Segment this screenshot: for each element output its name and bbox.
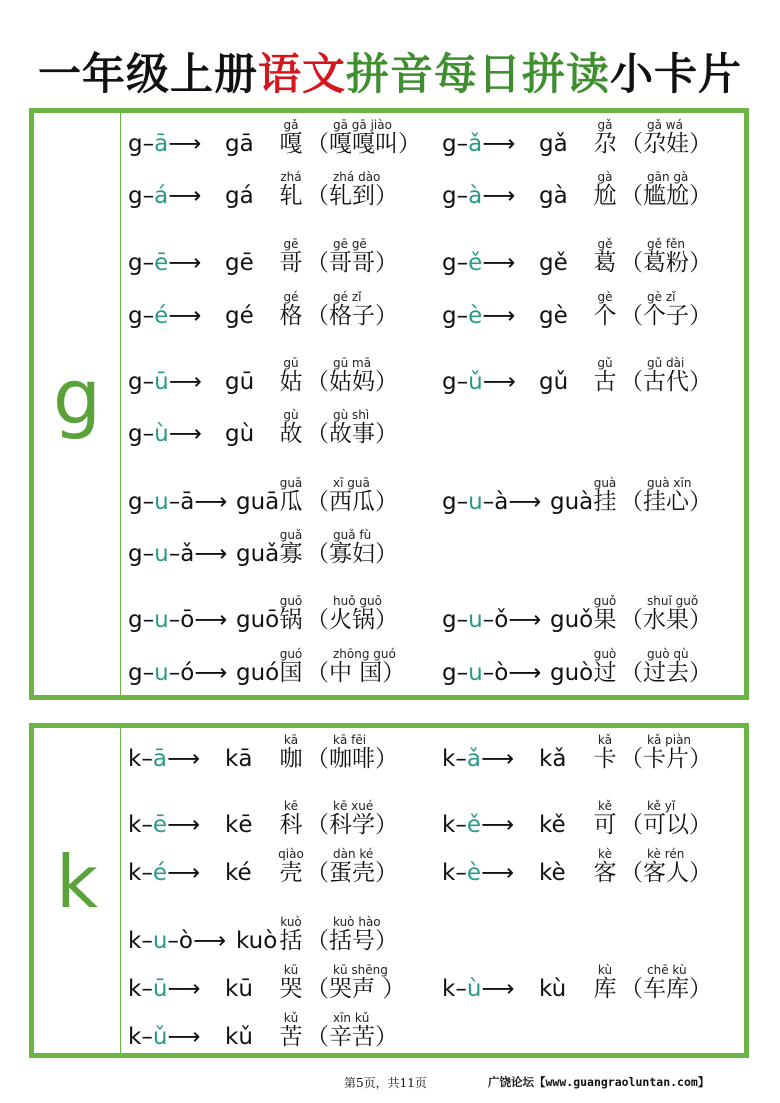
syllable-entry bbox=[442, 829, 742, 887]
spelling-equation: k–è⟶ bbox=[442, 860, 514, 886]
initial: g bbox=[128, 131, 143, 157]
example-word-pinyin: guà xīn bbox=[647, 476, 692, 490]
arrow-icon: ⟶ bbox=[480, 746, 514, 772]
hanzi-pinyin: gè bbox=[597, 290, 613, 304]
example-word-pinyin: gū mā bbox=[333, 356, 372, 370]
example-word-pinyin: kē xué bbox=[333, 799, 374, 813]
hanzi-character: 过 bbox=[593, 660, 617, 686]
title-part-topic: 拼音每日拼读 bbox=[346, 50, 610, 100]
final-vowel: ē bbox=[152, 812, 167, 838]
medial: u bbox=[154, 489, 169, 515]
result-syllable: guā bbox=[236, 489, 280, 515]
footer-site: 广饶论坛【www.guangraoluntan.com】 bbox=[488, 1075, 710, 1089]
spelling-equation: k–ā⟶ bbox=[128, 746, 200, 772]
final-vowel: à bbox=[494, 489, 509, 515]
syllable-entry bbox=[128, 993, 428, 1051]
arrow-icon: ⟶ bbox=[166, 746, 200, 772]
syllable-entry bbox=[128, 715, 428, 773]
initial: k bbox=[128, 860, 142, 886]
example-word-pinyin: gā gā jiào bbox=[333, 118, 392, 132]
example-word-pinyin: gé zǐ bbox=[333, 290, 362, 304]
final-vowel: ā bbox=[152, 746, 167, 772]
example-word-pinyin: guǎ fù bbox=[333, 528, 372, 542]
final-vowel: ū bbox=[152, 976, 168, 1002]
title-part-subject: 语文 bbox=[258, 50, 346, 100]
syllable-entry bbox=[128, 829, 428, 887]
arrow-icon: ⟶ bbox=[168, 131, 202, 157]
arrow-icon: ⟶ bbox=[166, 860, 200, 886]
hanzi-pinyin: guó bbox=[279, 647, 303, 661]
example-word-pinyin: xīn kǔ bbox=[333, 1011, 370, 1025]
hanzi-pinyin: guò bbox=[593, 647, 617, 661]
page-title bbox=[0, 48, 780, 102]
hanzi-character: 果 bbox=[593, 607, 617, 633]
final-vowel: ū bbox=[154, 369, 169, 395]
example-word-pinyin: kè rén bbox=[647, 847, 685, 861]
initial: g bbox=[442, 131, 457, 157]
example-word-pinyin: chē kù bbox=[647, 963, 687, 977]
initial: k bbox=[128, 746, 142, 772]
arrow-icon: ⟶ bbox=[168, 421, 202, 447]
arrow-icon: ⟶ bbox=[508, 489, 542, 515]
hanzi-character: 轧 bbox=[279, 183, 303, 209]
final-vowel: ù bbox=[154, 421, 169, 447]
syllable-entry bbox=[128, 219, 428, 277]
result-syllable: guǒ bbox=[550, 607, 594, 633]
spelling-equation: g–u–ǒ⟶ bbox=[442, 607, 542, 633]
example-word: （尴尬） bbox=[620, 183, 712, 209]
hanzi-pinyin: guǒ bbox=[593, 594, 617, 608]
syllable-entry bbox=[128, 458, 428, 516]
initial: g bbox=[128, 183, 143, 209]
result-syllable: guà bbox=[550, 489, 594, 515]
final-vowel: ò bbox=[178, 928, 193, 954]
final-vowel: ǔ bbox=[468, 369, 483, 395]
example-word: （格子） bbox=[306, 303, 398, 329]
result-syllable: gā bbox=[225, 131, 254, 157]
final-vowel: ě bbox=[468, 250, 483, 276]
initial: g bbox=[442, 660, 457, 686]
final-vowel: ō bbox=[180, 607, 195, 633]
initial: k bbox=[128, 812, 142, 838]
initial: g bbox=[128, 541, 143, 567]
spelling-equation: g–u–ō⟶ bbox=[128, 607, 228, 633]
hanzi-pinyin: gǎ bbox=[597, 118, 613, 132]
initial: g bbox=[442, 303, 457, 329]
hanzi-pinyin: guǎ bbox=[279, 528, 303, 542]
hanzi-character: 寡 bbox=[279, 541, 303, 567]
example-word: （可以） bbox=[620, 812, 712, 838]
hanzi-character: 国 bbox=[279, 660, 303, 686]
result-syllable: kù bbox=[539, 976, 567, 1002]
result-syllable: kǎ bbox=[539, 746, 567, 772]
hanzi-character: 哭 bbox=[279, 976, 303, 1002]
hanzi-pinyin: guā bbox=[279, 476, 303, 490]
hanzi-pinyin: kè bbox=[598, 847, 612, 861]
example-word-pinyin: kā fēi bbox=[333, 733, 367, 747]
hanzi-character: 科 bbox=[279, 812, 303, 838]
hanzi-character: 格 bbox=[279, 303, 303, 329]
arrow-icon: ⟶ bbox=[482, 131, 516, 157]
arrow-icon: ⟶ bbox=[482, 369, 516, 395]
example-word: （寡妇） bbox=[306, 541, 398, 567]
initial: g bbox=[442, 369, 457, 395]
initial: k bbox=[442, 812, 456, 838]
result-syllable: kū bbox=[225, 976, 253, 1002]
example-word-pinyin: kuò hào bbox=[333, 915, 381, 929]
medial: u bbox=[154, 607, 169, 633]
initial: g bbox=[442, 607, 457, 633]
medial: u bbox=[152, 928, 168, 954]
syllable-entry bbox=[128, 390, 428, 448]
hanzi-pinyin: kā bbox=[283, 733, 299, 747]
card-divider bbox=[120, 113, 121, 695]
syllable-entry bbox=[442, 219, 742, 277]
final-vowel: ù bbox=[466, 976, 482, 1002]
result-syllable: gù bbox=[225, 421, 255, 447]
syllable-entry bbox=[442, 715, 742, 773]
example-word: （咖啡） bbox=[306, 746, 398, 772]
result-syllable: gà bbox=[539, 183, 568, 209]
result-syllable: gǔ bbox=[539, 369, 569, 395]
hanzi-character: 客 bbox=[593, 860, 617, 886]
hanzi-character: 挂 bbox=[593, 489, 617, 515]
final-vowel: ǒ bbox=[494, 607, 509, 633]
initial: k bbox=[442, 860, 456, 886]
hanzi-pinyin: guō bbox=[279, 594, 303, 608]
hanzi-pinyin: gǔ bbox=[597, 356, 613, 370]
example-word: （西瓜） bbox=[306, 489, 398, 515]
initial: g bbox=[442, 183, 457, 209]
arrow-icon: ⟶ bbox=[482, 303, 516, 329]
spelling-equation: k–ǔ⟶ bbox=[128, 1024, 201, 1050]
example-word-pinyin: zhōng guó bbox=[333, 647, 396, 661]
example-word: （火锅） bbox=[306, 607, 398, 633]
result-syllable: guó bbox=[236, 660, 280, 686]
spelling-equation: g–u–ǎ⟶ bbox=[128, 541, 228, 567]
arrow-icon: ⟶ bbox=[168, 369, 202, 395]
final-vowel: ā bbox=[180, 489, 195, 515]
final-vowel: è bbox=[468, 303, 483, 329]
spelling-equation: k–ū⟶ bbox=[128, 976, 201, 1002]
hanzi-character: 哥 bbox=[279, 250, 303, 276]
hanzi-pinyin: gě bbox=[597, 237, 613, 251]
spelling-equation: g–ǔ⟶ bbox=[442, 369, 516, 395]
result-syllable: kě bbox=[539, 812, 566, 838]
spelling-equation: g–ē⟶ bbox=[128, 250, 202, 276]
final-vowel: ǎ bbox=[468, 131, 483, 157]
hanzi-character: 葛 bbox=[593, 250, 617, 276]
arrow-icon: ⟶ bbox=[480, 812, 514, 838]
hanzi-character: 瓜 bbox=[279, 489, 303, 515]
example-word: （水果） bbox=[620, 607, 712, 633]
final-vowel: ó bbox=[180, 660, 195, 686]
initial: k bbox=[442, 976, 456, 1002]
hanzi-pinyin: kù bbox=[597, 963, 613, 977]
example-word: （车库） bbox=[620, 976, 712, 1002]
hanzi-pinyin: kǎ bbox=[597, 733, 613, 747]
hanzi-character: 括 bbox=[279, 928, 303, 954]
spelling-equation: g–è⟶ bbox=[442, 303, 516, 329]
example-word: （辛苦） bbox=[306, 1024, 398, 1050]
example-word-pinyin: zhá dào bbox=[333, 170, 381, 184]
example-word: （葛粉） bbox=[620, 250, 712, 276]
hanzi-pinyin: gù bbox=[283, 408, 299, 422]
initial: k bbox=[442, 746, 456, 772]
arrow-icon: ⟶ bbox=[482, 250, 516, 276]
example-word: （过去） bbox=[620, 660, 712, 686]
hanzi-pinyin: kě bbox=[598, 799, 612, 813]
hanzi-pinyin: gē bbox=[283, 237, 299, 251]
big-letter-k: k bbox=[56, 840, 98, 924]
initial: g bbox=[442, 250, 457, 276]
hanzi-pinyin: zhá bbox=[280, 170, 302, 184]
arrow-icon: ⟶ bbox=[166, 812, 200, 838]
example-word-pinyin: gě fěn bbox=[647, 237, 686, 251]
example-word-pinyin: kě yǐ bbox=[647, 799, 676, 813]
final-vowel: è bbox=[466, 860, 481, 886]
final-vowel: é bbox=[154, 303, 169, 329]
hanzi-character: 库 bbox=[593, 976, 617, 1002]
initial: g bbox=[128, 303, 143, 329]
hanzi-character: 壳 bbox=[279, 860, 303, 886]
result-syllable: guō bbox=[236, 607, 280, 633]
initial: g bbox=[128, 250, 143, 276]
syllable-entry bbox=[442, 629, 742, 687]
medial: u bbox=[468, 660, 483, 686]
big-letter-g: g bbox=[52, 352, 102, 441]
hanzi-character: 尕 bbox=[593, 131, 617, 157]
example-word-pinyin: guò qù bbox=[647, 647, 689, 661]
initial: k bbox=[128, 928, 142, 954]
spelling-equation: g–ù⟶ bbox=[128, 421, 202, 447]
syllable-entry bbox=[128, 338, 428, 396]
example-word-pinyin: gē gē bbox=[333, 237, 367, 251]
hanzi-character: 可 bbox=[593, 812, 617, 838]
result-syllable: guǎ bbox=[236, 541, 280, 567]
example-word-pinyin: huǒ guō bbox=[333, 594, 382, 608]
arrow-icon: ⟶ bbox=[194, 489, 228, 515]
spelling-equation: g–é⟶ bbox=[128, 303, 202, 329]
syllable-entry bbox=[128, 272, 428, 330]
final-vowel: ǎ bbox=[180, 541, 195, 567]
arrow-icon: ⟶ bbox=[167, 976, 201, 1002]
spelling-equation: k–ǎ⟶ bbox=[442, 746, 514, 772]
syllable-entry bbox=[128, 152, 428, 210]
arrow-icon: ⟶ bbox=[482, 183, 516, 209]
initial: g bbox=[128, 660, 143, 686]
example-word: （尕娃） bbox=[620, 131, 712, 157]
example-word: （挂心） bbox=[620, 489, 712, 515]
card-divider bbox=[120, 728, 121, 1053]
syllable-entry bbox=[442, 945, 742, 1003]
final-vowel: ò bbox=[494, 660, 509, 686]
result-syllable: kuò bbox=[236, 928, 278, 954]
hanzi-character: 咖 bbox=[279, 746, 303, 772]
syllable-entry bbox=[442, 152, 742, 210]
arrow-icon: ⟶ bbox=[168, 303, 202, 329]
example-word: （客人） bbox=[620, 860, 712, 886]
example-word: （中 国） bbox=[306, 660, 406, 686]
result-syllable: gǎ bbox=[539, 131, 568, 157]
syllable-entry bbox=[442, 458, 742, 516]
medial: u bbox=[468, 607, 483, 633]
spelling-equation: k–é⟶ bbox=[128, 860, 200, 886]
hanzi-character: 卡 bbox=[593, 746, 617, 772]
spelling-equation: g–ǎ⟶ bbox=[442, 131, 516, 157]
spelling-equation: g–u–ā⟶ bbox=[128, 489, 228, 515]
example-word-pinyin: kǎ piàn bbox=[647, 733, 692, 747]
result-syllable: gé bbox=[225, 303, 254, 329]
hanzi-pinyin: kuò bbox=[280, 915, 302, 929]
initial: g bbox=[128, 421, 143, 447]
hanzi-character: 尬 bbox=[593, 183, 617, 209]
final-vowel: à bbox=[468, 183, 483, 209]
example-word-pinyin: xī guā bbox=[333, 476, 370, 490]
arrow-icon: ⟶ bbox=[194, 607, 228, 633]
result-syllable: kè bbox=[539, 860, 566, 886]
hanzi-character: 古 bbox=[593, 369, 617, 395]
example-word: （故事） bbox=[306, 421, 398, 447]
result-syllable: kǔ bbox=[225, 1024, 253, 1050]
hanzi-pinyin: kē bbox=[283, 799, 299, 813]
hanzi-character: 姑 bbox=[279, 369, 303, 395]
example-word: （轧到） bbox=[306, 183, 398, 209]
example-word-pinyin: gè zǐ bbox=[647, 290, 676, 304]
example-word-pinyin: gù shì bbox=[333, 408, 370, 422]
syllable-entry bbox=[442, 100, 742, 158]
spelling-equation: g–à⟶ bbox=[442, 183, 516, 209]
example-word-pinyin: shuǐ guǒ bbox=[647, 594, 699, 608]
hanzi-pinyin: guà bbox=[593, 476, 617, 490]
hanzi-pinyin: gé bbox=[283, 290, 299, 304]
final-vowel: ē bbox=[154, 250, 169, 276]
result-syllable: ké bbox=[225, 860, 252, 886]
arrow-icon: ⟶ bbox=[508, 660, 542, 686]
medial: u bbox=[468, 489, 483, 515]
spelling-equation: k–ē⟶ bbox=[128, 812, 200, 838]
hanzi-pinyin: qiào bbox=[278, 847, 304, 861]
hanzi-character: 苦 bbox=[279, 1024, 303, 1050]
arrow-icon: ⟶ bbox=[194, 660, 228, 686]
spelling-equation: g–á⟶ bbox=[128, 183, 202, 209]
result-syllable: gě bbox=[539, 250, 568, 276]
hanzi-character: 故 bbox=[279, 421, 303, 447]
example-word-pinyin: gǎ wá bbox=[647, 118, 683, 132]
spelling-equation: k–ù⟶ bbox=[442, 976, 515, 1002]
result-syllable: gè bbox=[539, 303, 568, 329]
example-word: （哭声 ） bbox=[306, 976, 406, 1002]
initial: g bbox=[128, 607, 143, 633]
example-word-pinyin: dàn ké bbox=[333, 847, 374, 861]
example-word: （科学） bbox=[306, 812, 398, 838]
result-syllable: gá bbox=[225, 183, 254, 209]
example-word: （嘎嘎叫） bbox=[306, 131, 421, 157]
example-word: （哥哥） bbox=[306, 250, 398, 276]
result-syllable: gē bbox=[225, 250, 254, 276]
result-syllable: gū bbox=[225, 369, 255, 395]
syllable-entry bbox=[442, 272, 742, 330]
arrow-icon: ⟶ bbox=[168, 250, 202, 276]
result-syllable: guò bbox=[550, 660, 594, 686]
arrow-icon: ⟶ bbox=[508, 607, 542, 633]
final-vowel: ě bbox=[466, 812, 481, 838]
example-word: （卡片） bbox=[620, 746, 712, 772]
medial: u bbox=[154, 541, 169, 567]
example-word-pinyin: gān gà bbox=[647, 170, 689, 184]
spelling-equation: g–ě⟶ bbox=[442, 250, 516, 276]
spelling-equation: g–u–ò⟶ bbox=[442, 660, 542, 686]
syllable-entry bbox=[128, 510, 428, 568]
arrow-icon: ⟶ bbox=[168, 183, 202, 209]
arrow-icon: ⟶ bbox=[194, 541, 228, 567]
hanzi-pinyin: kǔ bbox=[283, 1011, 299, 1025]
syllable-entry bbox=[442, 338, 742, 396]
initial: k bbox=[128, 1024, 142, 1050]
arrow-icon: ⟶ bbox=[480, 860, 514, 886]
page-number: 第5页，共11页 bbox=[344, 1076, 427, 1090]
final-vowel: ǔ bbox=[152, 1024, 168, 1050]
example-word-pinyin: gǔ dài bbox=[647, 356, 685, 370]
spelling-equation: k–ě⟶ bbox=[442, 812, 514, 838]
spelling-equation: g–u–ó⟶ bbox=[128, 660, 228, 686]
syllable-entry bbox=[128, 629, 428, 687]
syllable-entry bbox=[128, 576, 428, 634]
initial: g bbox=[128, 489, 143, 515]
result-syllable: kā bbox=[225, 746, 253, 772]
result-syllable: kē bbox=[225, 812, 253, 838]
final-vowel: ā bbox=[154, 131, 169, 157]
hanzi-pinyin: kū bbox=[283, 963, 299, 977]
arrow-icon: ⟶ bbox=[192, 928, 226, 954]
hanzi-character: 嘎 bbox=[279, 131, 303, 157]
title-part-grade: 一年级上册 bbox=[38, 50, 258, 100]
syllable-entry bbox=[128, 100, 428, 158]
syllable-entry bbox=[442, 576, 742, 634]
hanzi-character: 个 bbox=[593, 303, 617, 329]
medial: u bbox=[154, 660, 169, 686]
final-vowel: á bbox=[154, 183, 169, 209]
spelling-equation: g–ā⟶ bbox=[128, 131, 202, 157]
hanzi-pinyin: gà bbox=[597, 170, 613, 184]
example-word: （个子） bbox=[620, 303, 712, 329]
example-word: （古代） bbox=[620, 369, 712, 395]
spelling-equation: g–ū⟶ bbox=[128, 369, 202, 395]
hanzi-pinyin: gǎ bbox=[283, 118, 299, 132]
arrow-icon: ⟶ bbox=[167, 1024, 201, 1050]
example-word: （蛋壳） bbox=[306, 860, 398, 886]
example-word-pinyin: kū shēng bbox=[333, 963, 388, 977]
initial: g bbox=[442, 489, 457, 515]
final-vowel: é bbox=[152, 860, 167, 886]
spelling-equation: k–u–ò⟶ bbox=[128, 928, 226, 954]
example-word: （括号） bbox=[306, 928, 398, 954]
example-word: （姑妈） bbox=[306, 369, 398, 395]
arrow-icon: ⟶ bbox=[481, 976, 515, 1002]
initial: k bbox=[128, 976, 142, 1002]
title-part-cards: 小卡片 bbox=[610, 50, 742, 100]
spelling-equation: g–u–à⟶ bbox=[442, 489, 542, 515]
final-vowel: ǎ bbox=[466, 746, 481, 772]
hanzi-character: 锅 bbox=[279, 607, 303, 633]
initial: g bbox=[128, 369, 143, 395]
hanzi-pinyin: gū bbox=[283, 356, 299, 370]
